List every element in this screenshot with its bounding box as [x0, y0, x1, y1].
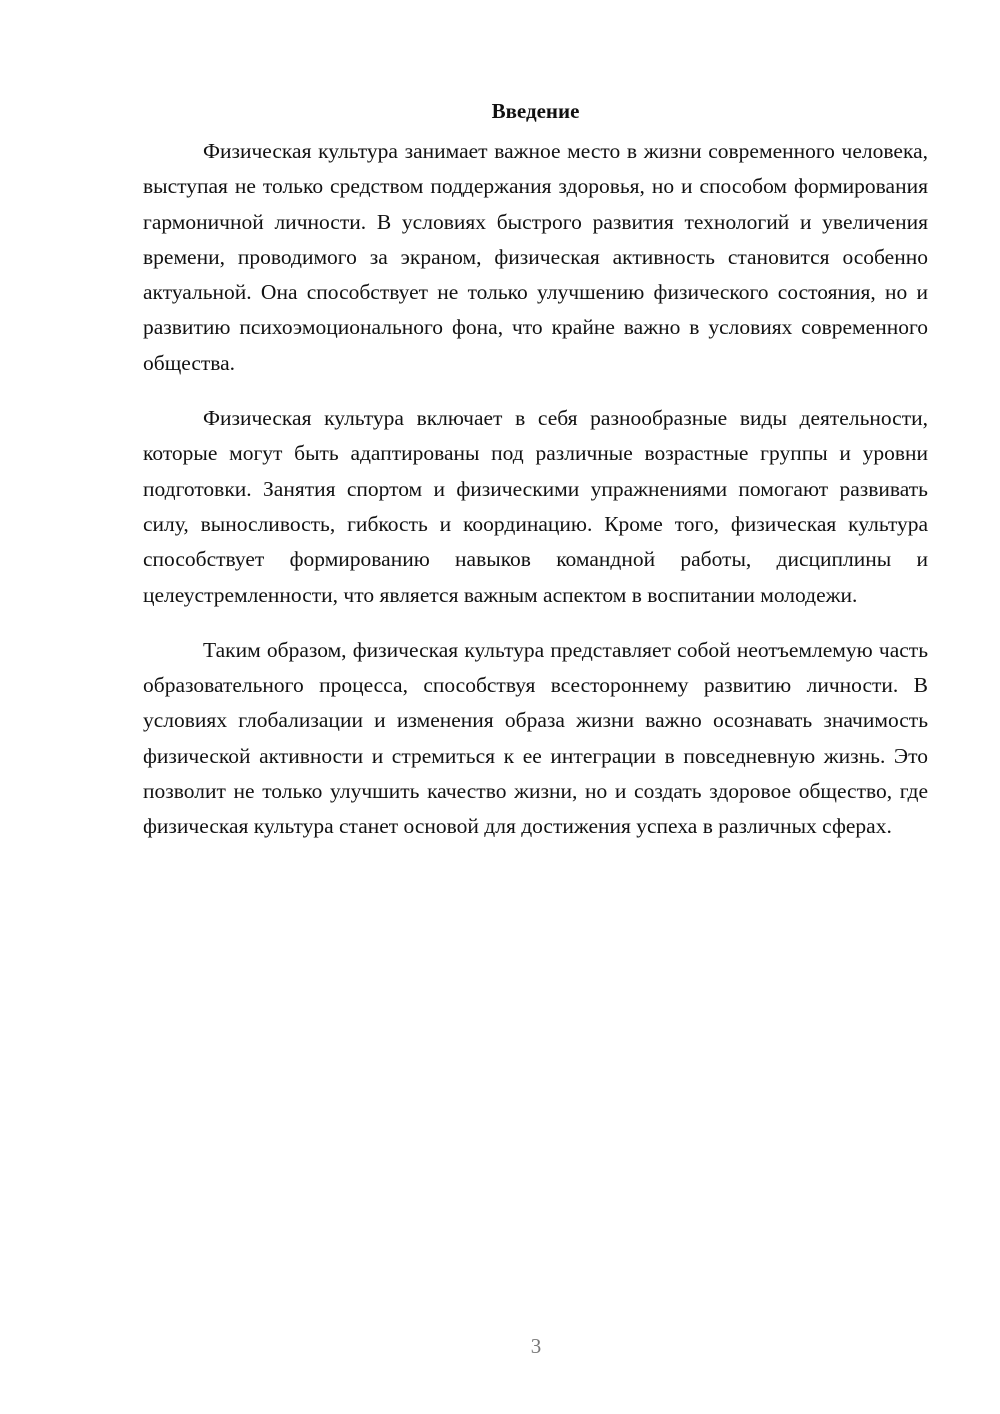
paragraph-1: Физическая культура занимает важное место в жизни современного человека, выступая не только средством поддержания здоровья, но и способом формирования гармоничной личности. В условиях быстрого развития технологий и увеличения времени, проводимого за экраном, физическая активность становится особенно актуальной. Она способствует не только улучшению физического состояния, но и развитию психоэмоционального фона, что крайне важно в условиях современного общества. — [143, 139, 928, 375]
paragraph-3: Таким образом, физическая культура представляет собой неотъемлемую часть образовательного процесса, способствуя всестороннему развитию личности. В условиях глобализации и изменения образа жизни важно осознавать значимость физической активности и стремиться к ее интеграции в повседневную жизнь. Это позволит не только улучшить качество жизни, но и создать здоровое общество, где физическая культура станет основой для достижения успеха в различных сферах. — [143, 637, 928, 839]
paragraph-2: Физическая культура включает в себя разнообразные виды деятельности, которые могут быть адаптированы под различные возрастные группы и уровни подготовки. Занятия спортом и физическими упражнениями помогают развивать силу, выносливость, гибкость и координацию. Кроме того, физическая культура способствует формированию навыков командной работы, дисциплины и целеустремленности, что является важным аспектом в воспитании молодежи. — [143, 406, 928, 607]
page-content — [143, 96, 928, 865]
page-number: 3 — [530, 1334, 542, 1358]
section-title: Введение — [491, 99, 580, 123]
